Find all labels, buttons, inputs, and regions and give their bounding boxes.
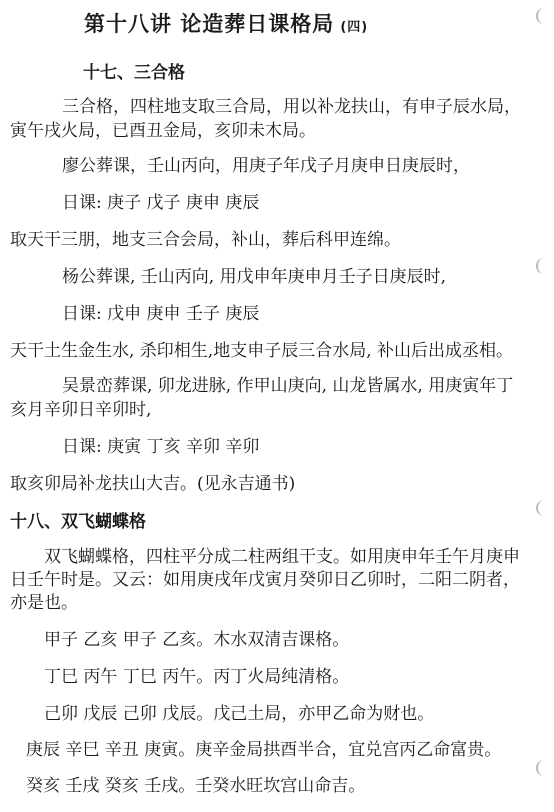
example-1-text: 廖公葬课，壬山丙向，用庚子年戊子月庚申日庚辰时， (62, 156, 470, 176)
binding-mark (536, 8, 544, 24)
binding-mark (536, 258, 544, 274)
binding-mark (536, 760, 544, 776)
rike-row-2: 丁巳 丙午 丁巳 丙午。丙丁火局纯清格。 (44, 667, 350, 687)
section-18-heading: 十八、双飞蝴蝶格 (10, 512, 146, 532)
example-3-text-line-1: 吴景峦葬课, 卯龙进脉, 作甲山庚向, 山龙皆属水, 用庚寅年丁 (62, 376, 514, 396)
example-3-note: 取亥卯局补龙扶山大吉。(见永吉通书) (10, 474, 296, 494)
page-title (84, 11, 368, 41)
example-2-note: 天干土生金生水, 杀印相生,地支申子辰三合水局, 补山后出成丞相。 (10, 341, 514, 361)
rike-row-1: 甲子 乙亥 甲子 乙亥。木水双清吉课格。 (44, 630, 350, 650)
section-18-paragraph-line-2: 日壬午时是。又云：如用庚戌年戊寅月癸卯日乙卯时，二阳二阴者， (10, 570, 520, 590)
section-17-paragraph-line-1: 三合格，四柱地支取三合局，用以补龙扶山，有申子辰水局， (62, 97, 521, 117)
section-18-paragraph-line-1: 双飞蝴蝶格，四柱平分成二柱两组干支。如用庚申年壬午月庚申 (44, 547, 520, 567)
example-2-rike: 日课: 戊申 庚申 壬子 庚辰 (62, 304, 260, 324)
title-part-tag: (四) (340, 20, 369, 35)
rike-row-5: 癸亥 壬戌 癸亥 壬戌。壬癸水旺坎宫山命吉。 (26, 776, 366, 796)
section-17-heading: 十七、三合格 (83, 63, 185, 83)
rike-row-4: 庚辰 辛巳 辛丑 庚寅。庚辛金局拱酉半合，宜兑宫丙乙命富贵。 (26, 740, 502, 760)
example-2-text: 杨公葬课, 壬山丙向, 用戊申年庚申月壬子日庚辰时, (62, 267, 447, 287)
section-18-paragraph-line-3: 亦是也。 (10, 593, 78, 613)
rike-row-3: 己卯 戊辰 己卯 戊辰。戊己土局，亦甲乙命为财也。 (44, 704, 435, 724)
example-3-rike: 日课: 庚寅 丁亥 辛卯 辛卯 (62, 437, 260, 457)
section-17-paragraph-line-2: 寅午戌火局，已酉丑金局，亥卯未木局。 (10, 121, 316, 141)
example-1-rike: 日课: 庚子 戊子 庚申 庚辰 (62, 193, 260, 213)
example-3-text-line-2: 亥月辛卯日辛卯时, (10, 400, 152, 420)
title-main: 第十八讲 论造葬日课格局 (84, 12, 335, 36)
example-1-note: 取天干三朋，地支三合会局，补山，葬后科甲连绵。 (10, 230, 401, 250)
binding-mark (536, 500, 544, 516)
